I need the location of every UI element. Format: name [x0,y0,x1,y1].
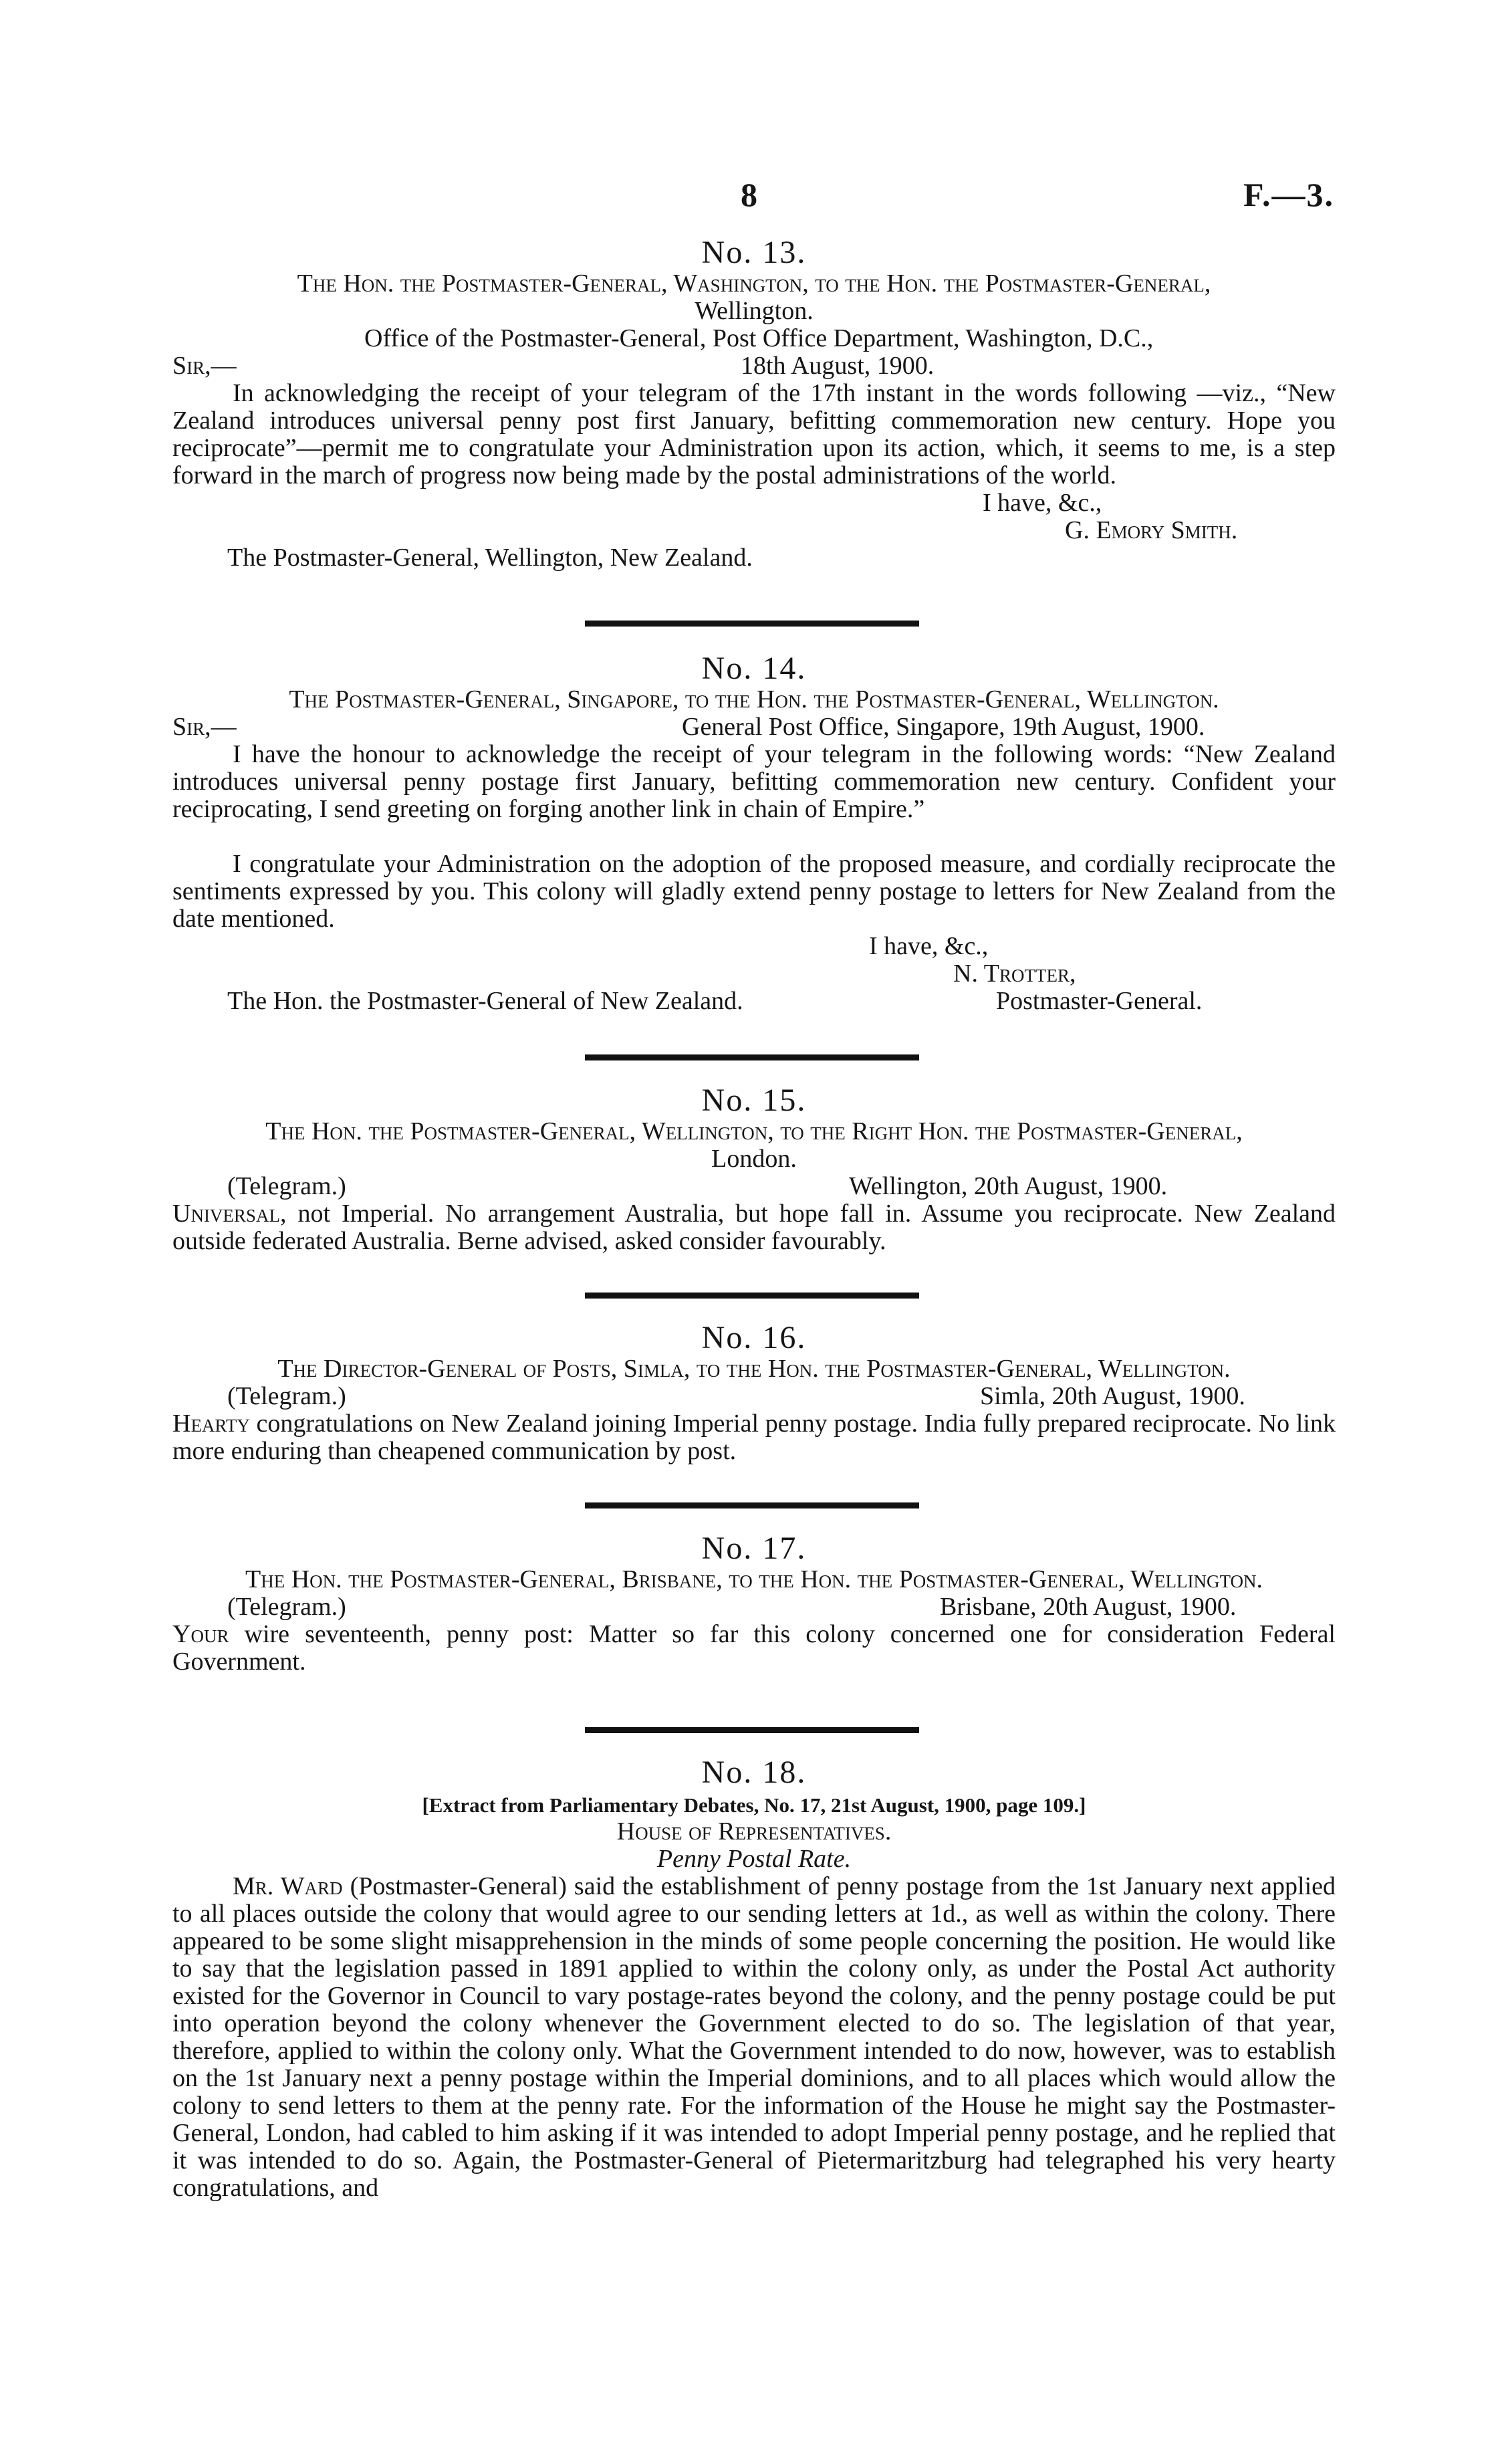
letter-address: The Hon. the Postmaster-General, Brisbane, to the Hon. the Postmaster-General, Wellington. [245,1565,1263,1593]
letter-salutation: Sir,— [172,713,237,741]
letter-date: Simla, 20th August, 1900. [980,1382,1245,1410]
letter-body-lead: Your [172,1620,229,1648]
section-divider [585,1054,919,1060]
letter-body [172,1621,1336,1676]
letter-body [172,1200,1336,1255]
letter-number: No. 16. [701,1320,807,1355]
letter-closing: I have, &c., [983,489,1102,517]
letter-body-text: wire seventeenth, penny post: Matter so far this colony concerned one for consideration Federal Government. [172,1620,1336,1676]
document-reference: F.—3. [1243,176,1334,213]
letter-address-cont: London. [711,1145,797,1173]
debate-house: House of Representatives. [616,1817,892,1845]
letter-address-cont: Wellington. [695,297,814,325]
debate-subject: Penny Postal Rate. [656,1845,852,1873]
letter-signature: G. Emory Smith. [1065,516,1238,544]
letter-office: Office of the Postmaster-General, Post Office Department, Washington, D.C., [364,324,1154,352]
letter-closing: I have, &c., [869,932,989,960]
letter-date: Wellington, 20th August, 1900. [849,1172,1168,1200]
debate-extract-note: [Extract from Parliamentary Debates, No. 17, 21st August, 1900, page 109.] [422,1793,1086,1817]
letter-body [172,1410,1336,1465]
debate-body [172,1873,1336,2202]
letter-number: No. 18. [701,1755,807,1790]
letter-number: No. 13. [701,235,807,270]
section-divider [585,1502,919,1508]
letter-14 [172,651,1336,1015]
letter-body-2: I congratulate your Administration on the adoption of the proposed measure, and cordially reciprocate the sentiments expressed by you. This colony will gladly extend penny postage to letters for New Zealand from the date mentioned. [172,850,1336,933]
letter-body-lead: Hearty [172,1410,250,1438]
letter-body: In acknowledging the receipt of your telegram of the 17th instant in the words following —viz., “New Zealand introduces universal penny post first January, befitting commemoration new century. Hope you reciprocate”—permit me to congratulate your Administration upon its action, which, it seems to me, is a step forward in the march of progress now being made by the postal administrations of the world. [172,379,1336,489]
section-divider [585,1293,919,1299]
letter-recipient: The Hon. the Postmaster-General of New Zealand. [227,987,743,1015]
letter-body-lead: Universal, [172,1200,287,1228]
letter-number: No. 15. [701,1083,807,1118]
letter-signature: N. Trotter, [953,960,1076,988]
section-divider [585,621,919,627]
telegram-label: (Telegram.) [227,1172,346,1200]
letter-date: Brisbane, 20th August, 1900. [940,1593,1237,1621]
letter-13 [172,235,1336,572]
letter-body-1: I have the honour to acknowledge the receipt of your telegram in the following words: “New Zealand introduces universal penny postage first January, befitting commemoration new century. Confident your reciprocating, I send greeting on forging another link in chain of Empire.” [172,740,1336,823]
letter-address: The Hon. the Postmaster-General, Wellington, to the Right Hon. the Postmaster-General, [265,1117,1243,1145]
letter-body-text: congratulations on New Zealand joining Imperial penny postage. India fully prepared reciprocate. No link more enduring than cheapened communication by post. [172,1410,1336,1465]
section-divider [585,1727,919,1733]
letter-16 [172,1321,1336,1465]
letter-salutation: Sir,— [172,352,237,380]
letter-number: No. 17. [701,1531,807,1566]
letter-18 [172,1755,1336,2202]
page-number: 8 [741,176,757,213]
letter-15 [172,1083,1336,1255]
telegram-label: (Telegram.) [227,1382,346,1410]
letter-body-text: not Imperial. No arrangement Australia, but hope fall in. Assume you reciprocate. New Zealand outside federated Australia. Berne advised, asked consider favourably. [172,1200,1336,1255]
letter-office-date: General Post Office, Singapore, 19th August, 1900. [682,713,1205,741]
letter-recipient: The Postmaster-General, Wellington, New Zealand. [227,544,753,572]
letter-address: The Director-General of Posts, Simla, to the Hon. the Postmaster-General, Wellington. [277,1355,1231,1383]
letter-17 [172,1531,1336,1676]
letter-date: 18th August, 1900. [741,352,935,380]
debate-speaker: Mr. Ward [233,1872,343,1900]
telegram-label: (Telegram.) [227,1593,346,1621]
letter-signature-title: Postmaster-General. [996,987,1203,1015]
letter-address: The Hon. the Postmaster-General, Washington, to the Hon. the Postmaster-General, [297,269,1211,298]
letter-number: No. 14. [701,651,807,686]
letter-address: The Postmaster-General, Singapore, to the Hon. the Postmaster-General, Wellington. [289,685,1219,713]
debate-body-text: (Postmaster-General) said the establishment of penny postage from the 1st January next applied to all places outside the colony that would agree to our sending letters at 1d., as well as within the colony. There appeared to be some slight misapprehension in the minds of some people concerning the position. He would like to say that the legislation passed in 1891 applied to within the colony only, as under the Postal Act authority existed for the Governor in Council to vary postage-rates beyond the colony, and the penny postage could be put into operation beyond the colony whenever the Government elected to do so. The legislation of that year, therefore, applied to within the colony only. What the Government intended to do now, however, was to establish on the 1st January next a penny postage within the Imperial dominions, and to all places which would allow the colony to send letters to them at the penny rate. For the information of the House he might say the Postmaster-General, London, had cabled to him asking if it was intended to adopt Imperial penny postage, and he replied that it was intended to do so. Again, the Postmaster-General of Pietermaritzburg had telegraphed his very hearty congratulations, and [172,1872,1336,2202]
